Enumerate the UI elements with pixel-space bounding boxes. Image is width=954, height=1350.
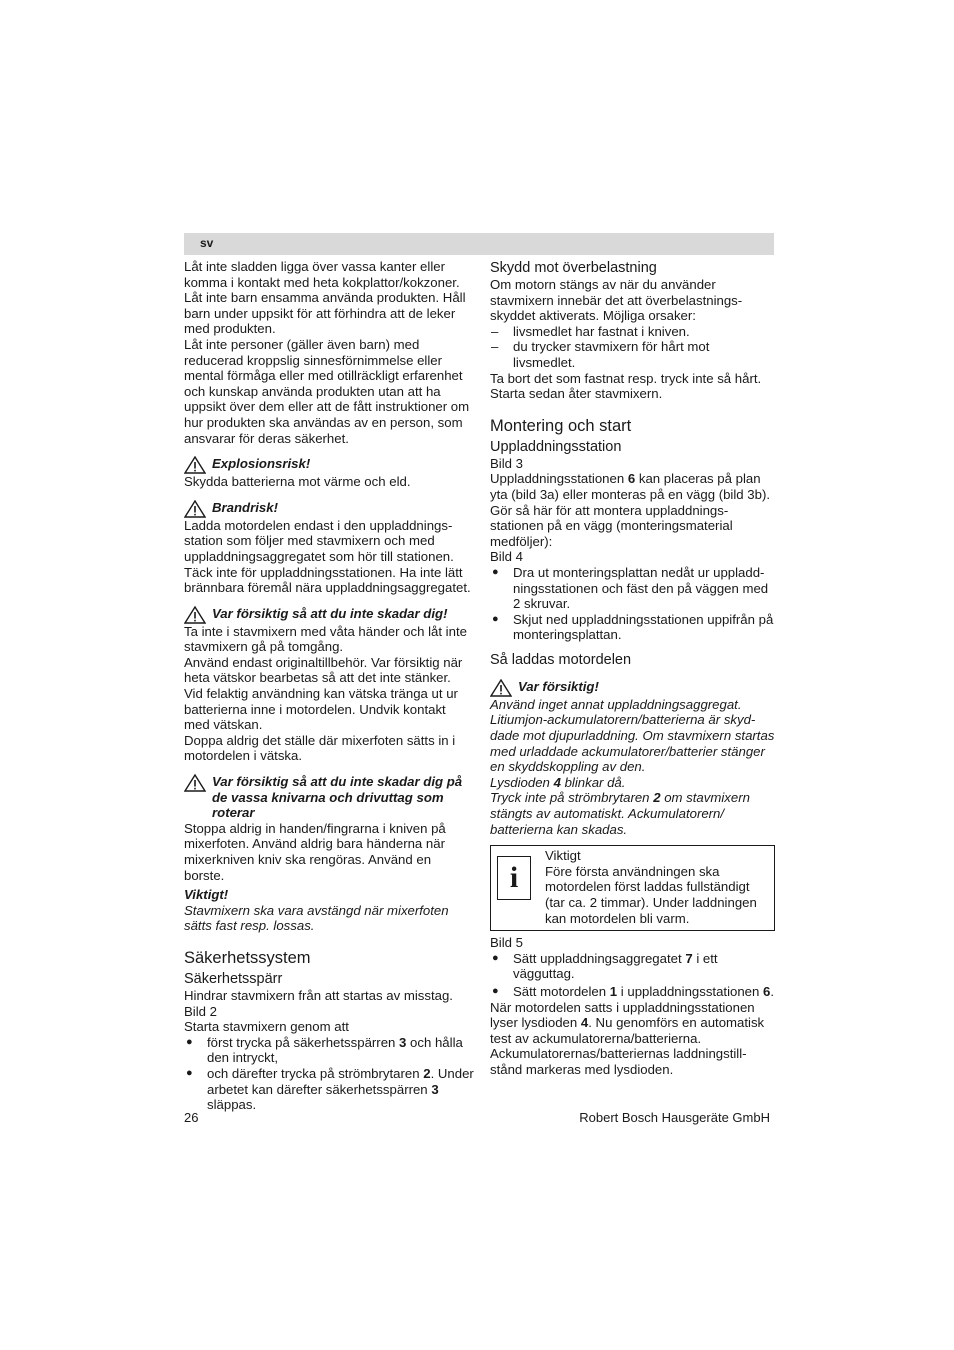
intro-paragraph-3: Låt inte personer (gäller även barn) med reducerad kroppslig sinnesförnimmelse eller mental förmåga eller med otillräckligt erfarenhet och kunskap använda produkten utan att ha uppsikt över dem eller att de fått instruktioner om hur produkten ska användas av en person, som ansvarar för deras säkerhet. [184,336,470,446]
info-text: Före första användningen ska motordelen först laddas fullständigt (tar ca. 2 timmar). Under laddningen kan motordelen bli varm. [545,863,757,926]
list-item: – livsmedlet har fastnat i kniven. [490,324,775,340]
warning-triangle-icon [184,500,206,518]
info-box [490,845,775,931]
important-label: Viktigt! [184,887,229,903]
overload-causes-list [490,324,775,371]
charging-steps-list [490,951,775,1000]
final-text: När motordelen satts i uppladdningsstationen lyser lysdioden 4. Nu genomförs en automatisk test av ackumulatorerna/batterierna. Ackumulatorernas/batteriernas laddningstill-stånd markeras med lysdioden. [490,999,765,1077]
warning-text: Använd inget annat uppladdningsaggregat. [490,696,742,712]
station-text: Uppladdningsstationen 6 kan placeras på plan yta (bild 3a) eller monteras på en vägg (bild 3b). [490,471,771,502]
warning-triangle-icon [184,774,206,792]
subheading-charging-station: Uppladdningsstation [490,438,622,455]
info-title: Viktigt [545,848,581,864]
figure-ref: Bild 4 [490,549,523,565]
language-code: sv [200,236,214,250]
list-item: ● Sätt motordelen 1 i uppladdningsstationen 6. [490,984,775,1000]
list-item: ● och därefter trycka på strömbrytaren 2. Under arbetet kan därefter säkerhetsspärren 3 släppas. [184,1066,474,1113]
mounting-steps-list [490,565,775,643]
warning-caution [490,679,775,697]
warning-title: Var försiktig så att du inte skadar dig! [212,605,448,621]
page-number: 26 [184,1110,199,1125]
warning-text: Använd endast originaltillbehör. Var försiktig när heta vätskor bearbetas så att det inte stänker. [184,654,463,686]
section-heading-safety-system: Säkerhetssystem [184,948,311,967]
subheading-safety-lock: Säkerhetsspärr [184,970,283,987]
subheading-overload: Skydd mot överbelastning [490,260,657,276]
figure-ref: Bild 3 [490,455,523,471]
warning-text: Lysdioden 4 blinkar då. [490,774,626,790]
overload-text: Om motorn stängs av när du använder stavmixern innebär det att överbelastnings-skyddet aktiverats. Möjliga orsaker: [490,277,743,324]
right-column [490,259,775,1078]
warning-triangle-icon [184,606,206,624]
left-column [184,259,474,1113]
warning-triangle-icon [184,456,206,474]
warning-text: Skydda batterierna mot värme och eld. [184,474,411,490]
info-icon: i [497,856,531,900]
important-text: Stavmixern ska vara avstängd när mixerfoten sätts fast resp. lossas. [184,902,449,934]
overload-after-text: Ta bort det som fastnat resp. tryck inte så hårt. Starta sedan åter stavmixern. [490,370,762,402]
intro-paragraph-2: Låt inte barn ensamma använda produkten. Håll barn under uppsikt för att förhindra att de leker med produkten. [184,290,466,337]
start-steps-list [184,1035,474,1113]
warning-title: Var försiktig så att du inte skadar dig på de vassa knivarna och drivuttag som roterar [212,774,463,821]
subheading-charging: Så laddas motordelen [490,651,632,668]
warning-text: Litiumjon-ackumulatorern/batterierna är skyd-dade mot djupurladdning. Om stavmixern startas med urladdade ackumulatorer/batterier stänger en skyddskoppling av den. [490,712,775,775]
list-item: ● Skjut ned uppladdningsstationen uppifrån på monteringsplattan. [490,612,775,643]
station-text-2: Gör så här för att montera uppladdnings-stationen på en vägg (monteringsmaterial medföljer): [490,502,733,549]
intro-paragraph-1: Låt inte sladden ligga över vassa kanter eller komma i kontakt med heta kokplattor/kokzoner. [184,259,460,290]
warning-title: Explosionsrisk! [212,456,311,472]
list-item: ● Dra ut monteringsplattan nedåt ur uppladd-ningsstationen och fäst den på väggen med 2 skruvar. [490,565,775,612]
warning-fire [184,500,474,518]
list-item: ● först trycka på säkerhetsspärren 3 och hålla den intryckt, [184,1035,474,1066]
warning-text: Tryck inte på strömbrytaren 2 om stavmixern stängts av automatiskt. Ackumulatorern/ batterierna kan skadas. [490,790,750,837]
warning-knives [184,774,474,821]
warning-text: Ta inte i stavmixern med våta händer och låt inte stavmixern gå på tomgång. [184,623,467,655]
warning-text: Doppa aldrig det ställe där mixerfoten sätts in i motordelen i vätska. [184,732,456,764]
warning-title: Brandrisk! [212,499,278,515]
warning-text: Täck inte för uppladdningsstationen. Ha inte lätt brännbara föremål nära uppladdningsaggregatet. [184,564,471,596]
language-header-bar [184,233,774,255]
list-item: ● Sätt uppladdningsaggregatet 7 i ett vägguttag. [490,951,775,982]
list-item: – du trycker stavmixern för hårt mot livsmedlet. [490,339,775,370]
warning-text: Stoppa aldrig in handen/fingrarna i kniven på mixerfoten. Använd aldrig bara händerna när mixerkniven kniv ska rengöras. Använd en borste. [184,820,446,883]
start-text: Starta stavmixern genom att [184,1019,349,1035]
warning-title: Var försiktig! [518,678,599,694]
figure-ref: Bild 2 [184,1003,217,1019]
warning-explosion [184,456,474,474]
warning-text: Ladda motordelen endast i den uppladdnings-station som följer med stavmixern och med uppladdningsaggregatet som hör till stationen. [184,517,454,564]
lock-text: Hindrar stavmixern från att startas av misstag. [184,987,453,1003]
section-heading-mounting: Montering och start [490,416,632,435]
company-name: Robert Bosch Hausgeräte GmbH [579,1110,770,1125]
figure-ref: Bild 5 [490,935,523,951]
warning-injury [184,606,474,624]
warning-triangle-icon [490,679,512,697]
warning-text: Vid felaktig användning kan vätska tränga ut ur batterierna inne i motordelen. Undvik kontakt med vätskan. [184,686,458,733]
